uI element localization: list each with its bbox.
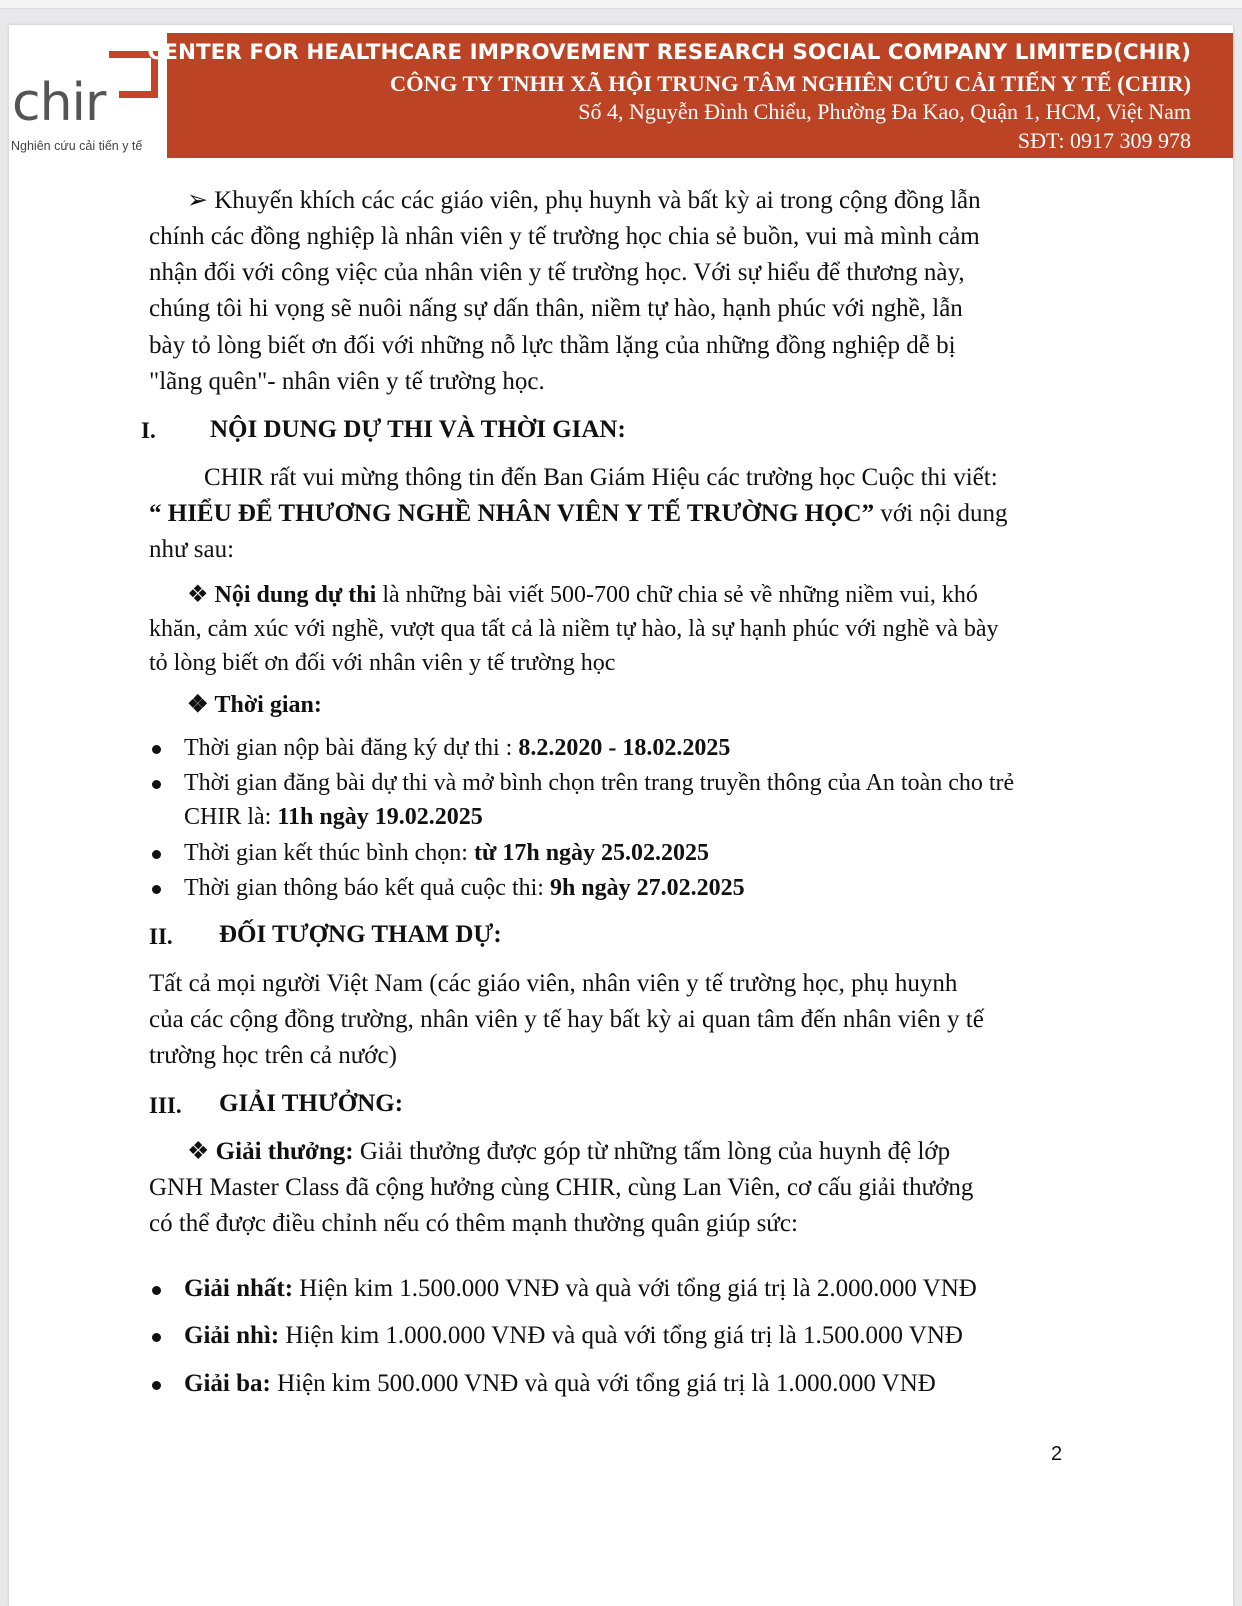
bullet-dot-icon bbox=[152, 780, 161, 789]
time-item-1: Thời gian nộp bài đăng ký dự thi : 8.2.2020 - 18.02.2025 bbox=[184, 735, 731, 761]
header-band bbox=[147, 33, 1233, 158]
prize-intro-line-2: GNH Master Class đã cộng hưởng cùng CHIR, cùng Lan Viên, cơ cấu giải thưởng bbox=[149, 1174, 974, 1201]
diamond-bullet-icon: ❖ bbox=[187, 582, 209, 608]
company-name-en: CENTER FOR HEALTHCARE IMPROVEMENT RESEARCH SOCIAL COMPANY LIMITED(CHIR) bbox=[147, 40, 1191, 65]
section-2-line-2: của các cộng đồng trường, nhân viên y tế hay bất kỳ ai quan tâm đến nhân viên y tế bbox=[149, 1006, 984, 1033]
intro-line-1: ➢ Khuyến khích các các giáo viên, phụ huynh và bất kỳ ai trong cộng đồng lẫn bbox=[187, 187, 981, 214]
time-heading: ❖ Thời gian: bbox=[187, 692, 322, 718]
section-1-title: NỘI DUNG DỰ THI VÀ THỜI GIAN: bbox=[210, 416, 626, 443]
prize-intro-line-1: ❖ Giải thưởng: Giải thưởng được góp từ những tấm lòng của huynh đệ lớp bbox=[187, 1138, 951, 1165]
prize-intro-line-3: có thể được điều chỉnh nếu có thêm mạnh thường quân giúp sức: bbox=[149, 1210, 798, 1237]
intro-line-6: "lãng quên"- nhân viên y tế trường học. bbox=[149, 368, 545, 395]
prize-third: Giải ba: Hiện kim 500.000 VNĐ và quà với tổng giá trị là 1.000.000 VNĐ bbox=[184, 1370, 936, 1397]
time-item-4: Thời gian thông báo kết quả cuộc thi: 9h ngày 27.02.2025 bbox=[184, 875, 745, 901]
logo-wordmark: chir bbox=[12, 73, 106, 133]
content-line-1: ❖ Nội dung dự thi là những bài viết 500-700 chữ chia sẻ về những niềm vui, khó bbox=[187, 582, 978, 608]
company-address: Số 4, Nguyễn Đình Chiểu, Phường Đa Kao, Quận 1, HCM, Việt Nam bbox=[578, 99, 1191, 124]
document-page bbox=[9, 25, 1233, 1606]
prize-second: Giải nhì: Hiện kim 1.000.000 VNĐ và quà với tổng giá trị là 1.500.000 VNĐ bbox=[184, 1322, 963, 1349]
bullet-dot-icon bbox=[152, 745, 161, 754]
prize-first: Giải nhất: Hiện kim 1.500.000 VNĐ và quà với tổng giá trị là 2.000.000 VNĐ bbox=[184, 1275, 977, 1302]
section-2-title: ĐỐI TƯỢNG THAM DỰ: bbox=[219, 921, 502, 948]
content-line-2: khăn, cảm xúc với nghề, vượt qua tất cả là niềm tự hào, là sự hạnh phúc với nghề và bày bbox=[149, 616, 999, 642]
diamond-bullet-icon: ❖ bbox=[187, 1138, 210, 1165]
content-line-3: tỏ lòng biết ơn đối với nhân viên y tế trường học bbox=[149, 650, 616, 676]
section-1-para-line-3: như sau: bbox=[149, 536, 235, 563]
section-3-title: GIẢI THƯỞNG: bbox=[219, 1090, 404, 1117]
intro-line-3: nhận đối với công việc của nhân viên y tế trường học. Với sự hiểu để thương này, bbox=[149, 259, 965, 286]
diamond-bullet-icon: ❖ bbox=[187, 692, 209, 718]
section-2-line-1: Tất cả mọi người Việt Nam (các giáo viên, nhân viên y tế trường học, phụ huynh bbox=[149, 970, 958, 997]
section-2-number: II. bbox=[149, 924, 173, 949]
bullet-dot-icon bbox=[152, 885, 161, 894]
top-strip bbox=[0, 0, 1242, 9]
logo-bracket-foot bbox=[119, 91, 158, 98]
contest-title: “ HIỂU ĐỂ THƯƠNG NGHỀ NHÂN VIÊN Y TẾ TRƯỜNG HỌC” bbox=[149, 500, 875, 527]
section-1-number: I. bbox=[141, 418, 156, 443]
bullet-dot-icon bbox=[152, 1381, 161, 1390]
section-1-para-line-2: “ HIỂU ĐỂ THƯƠNG NGHỀ NHÂN VIÊN Y TẾ TRƯỜNG HỌC” với nội dung bbox=[149, 500, 1008, 527]
company-name-vn: CÔNG TY TNHH XÃ HỘI TRUNG TÂM NGHIÊN CỨU CẢI TIẾN Y TẾ (CHIR) bbox=[389, 71, 1191, 96]
time-item-3: Thời gian kết thúc bình chọn: từ 17h ngày 25.02.2025 bbox=[184, 840, 710, 866]
bullet-dot-icon bbox=[152, 1333, 161, 1342]
section-3-number: III. bbox=[149, 1093, 182, 1118]
arrow-icon: ➢ bbox=[187, 187, 208, 214]
bullet-dot-icon bbox=[152, 850, 161, 859]
section-2-line-3: trường học trên cả nước) bbox=[149, 1042, 397, 1069]
intro-line-4: chúng tôi hi vọng sẽ nuôi nấng sự dấn thân, niềm tự hào, hạnh phúc với nghề, lẫn bbox=[149, 295, 963, 322]
page-number: 2 bbox=[1051, 1443, 1063, 1465]
intro-line-2: chính các đồng nghiệp là nhân viên y tế trường học chia sẻ buồn, vui mà mình cảm bbox=[149, 223, 980, 250]
bullet-dot-icon bbox=[152, 1286, 161, 1295]
logo-tagline: Nghiên cứu cải tiến y tế bbox=[11, 139, 143, 153]
company-phone: SĐT: 0917 309 978 bbox=[1017, 128, 1191, 153]
section-1-para-line-1: CHIR rất vui mừng thông tin đến Ban Giám Hiệu các trường học Cuộc thi viết: bbox=[204, 464, 998, 491]
time-item-2-line-1: Thời gian đăng bài dự thi và mở bình chọn trên trang truyền thông của An toàn cho trẻ bbox=[184, 770, 1015, 796]
time-item-2-line-2: CHIR là: 11h ngày 19.02.2025 bbox=[184, 804, 483, 830]
intro-line-5: bày tỏ lòng biết ơn đối với những nỗ lực thầm lặng của những đồng nghiệp dễ bị bbox=[149, 332, 956, 359]
